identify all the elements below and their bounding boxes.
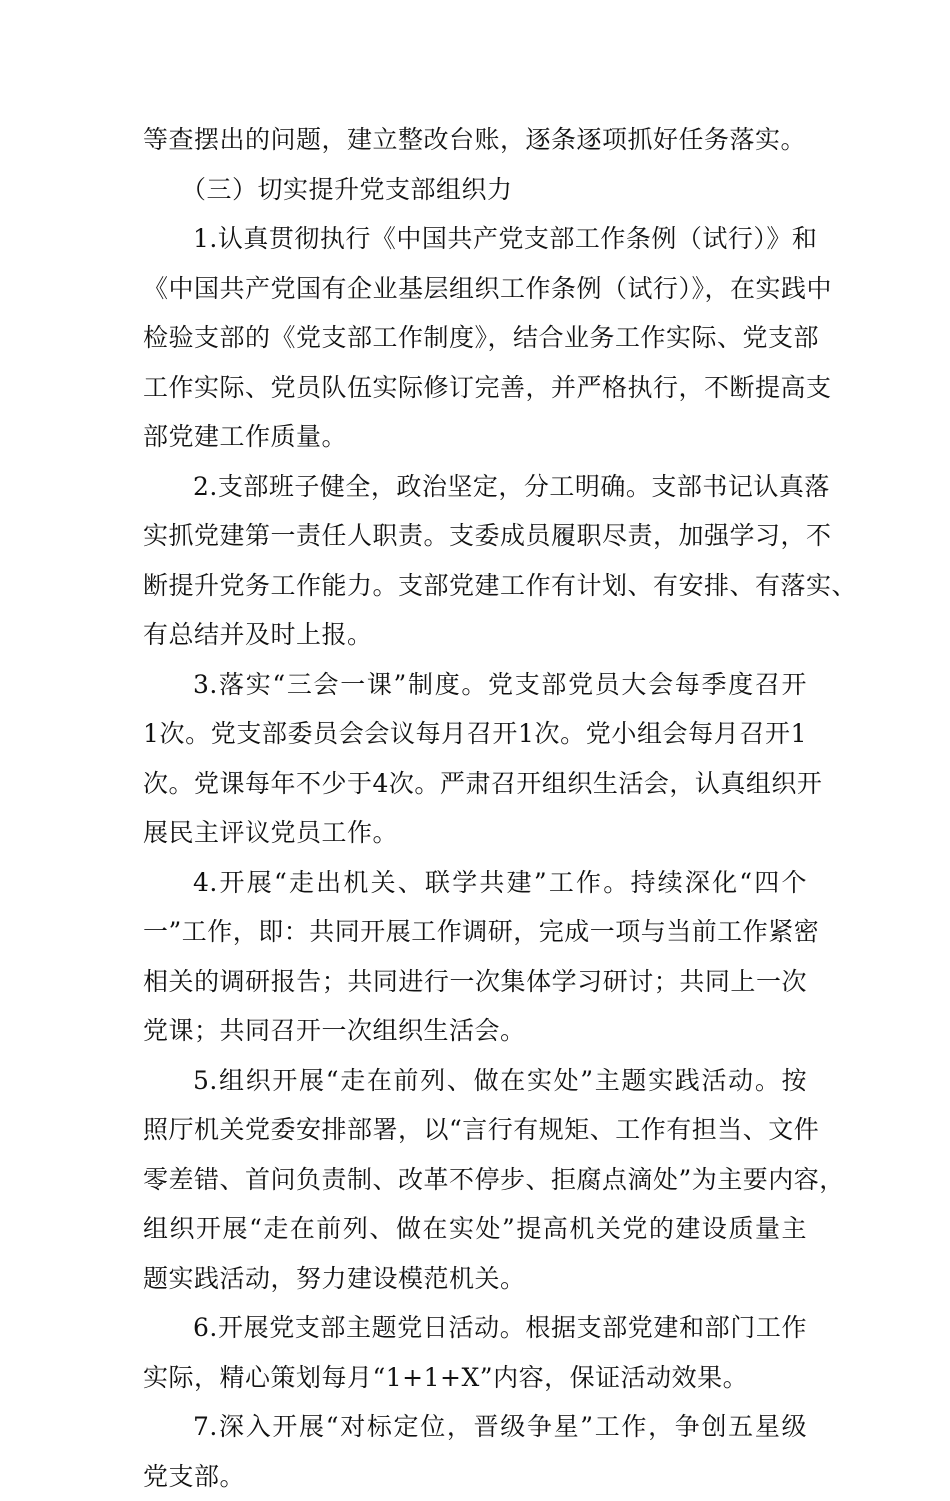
paragraph-line: 1次。党支部委员会会议每月召开1次。党小组会每月召开1 bbox=[143, 709, 807, 759]
paragraph-line: 一”工作，即：共同开展工作调研，完成一项与当前工作紧密 bbox=[143, 907, 807, 957]
paragraph-line: 实际，精心策划每月“1+1+X”内容，保证活动效果。 bbox=[143, 1353, 807, 1403]
paragraph-line: 次。党课每年不少于4次。严肃召开组织生活会，认真组织开 bbox=[143, 759, 807, 809]
section-heading: （三）切实提升党支部组织力 bbox=[143, 165, 807, 215]
paragraph-line: 3.落实“三会一课”制度。党支部党员大会每季度召开 bbox=[143, 660, 807, 710]
paragraph-line: 党课；共同召开一次组织生活会。 bbox=[143, 1006, 807, 1056]
paragraph-line: 零差错、首问负责制、改革不停步、拒腐点滴处”为主要内容， bbox=[143, 1155, 807, 1205]
paragraph-line: 6.开展党支部主题党日活动。根据支部党建和部门工作 bbox=[143, 1303, 807, 1353]
paragraph-line: 断提升党务工作能力。支部党建工作有计划、有安排、有落实、 bbox=[143, 561, 807, 611]
paragraph-line: 4.开展“走出机关、联学共建”工作。持续深化“四个 bbox=[143, 858, 807, 908]
paragraph-line: 2.支部班子健全，政治坚定，分工明确。支部书记认真落 bbox=[143, 462, 807, 512]
paragraph-line: 1.认真贯彻执行《中国共产党支部工作条例（试行）》和 bbox=[143, 214, 807, 264]
paragraph-line: 题实践活动，努力建设模范机关。 bbox=[143, 1254, 807, 1304]
paragraph-line: 检验支部的《党支部工作制度》，结合业务工作实际、党支部 bbox=[143, 313, 807, 363]
paragraph-line: 《中国共产党国有企业基层组织工作条例（试行）》，在实践中 bbox=[143, 264, 807, 314]
paragraph-line: 组织开展“走在前列、做在实处”提高机关党的建设质量主 bbox=[143, 1204, 807, 1254]
paragraph-line: 等查摆出的问题，建立整改台账，逐条逐项抓好任务落实。 bbox=[143, 115, 807, 165]
paragraph-line: 展民主评议党员工作。 bbox=[143, 808, 807, 858]
paragraph-line: 7.深入开展“对标定位，晋级争星”工作，争创五星级 bbox=[143, 1402, 807, 1452]
paragraph-line: 有总结并及时上报。 bbox=[143, 610, 807, 660]
paragraph-line: 5.组织开展“走在前列、做在实处”主题实践活动。按 bbox=[143, 1056, 807, 1106]
document-body bbox=[143, 115, 807, 1501]
paragraph-line: 部党建工作质量。 bbox=[143, 412, 807, 462]
paragraph-line: 相关的调研报告；共同进行一次集体学习研讨；共同上一次 bbox=[143, 957, 807, 1007]
paragraph-line: 工作实际、党员队伍实际修订完善，并严格执行，不断提高支 bbox=[143, 363, 807, 413]
paragraph-line: 党支部。 bbox=[143, 1452, 807, 1501]
paragraph-line: 照厅机关党委安排部署，以“言行有规矩、工作有担当、文件 bbox=[143, 1105, 807, 1155]
paragraph-line: 实抓党建第一责任人职责。支委成员履职尽责，加强学习，不 bbox=[143, 511, 807, 561]
